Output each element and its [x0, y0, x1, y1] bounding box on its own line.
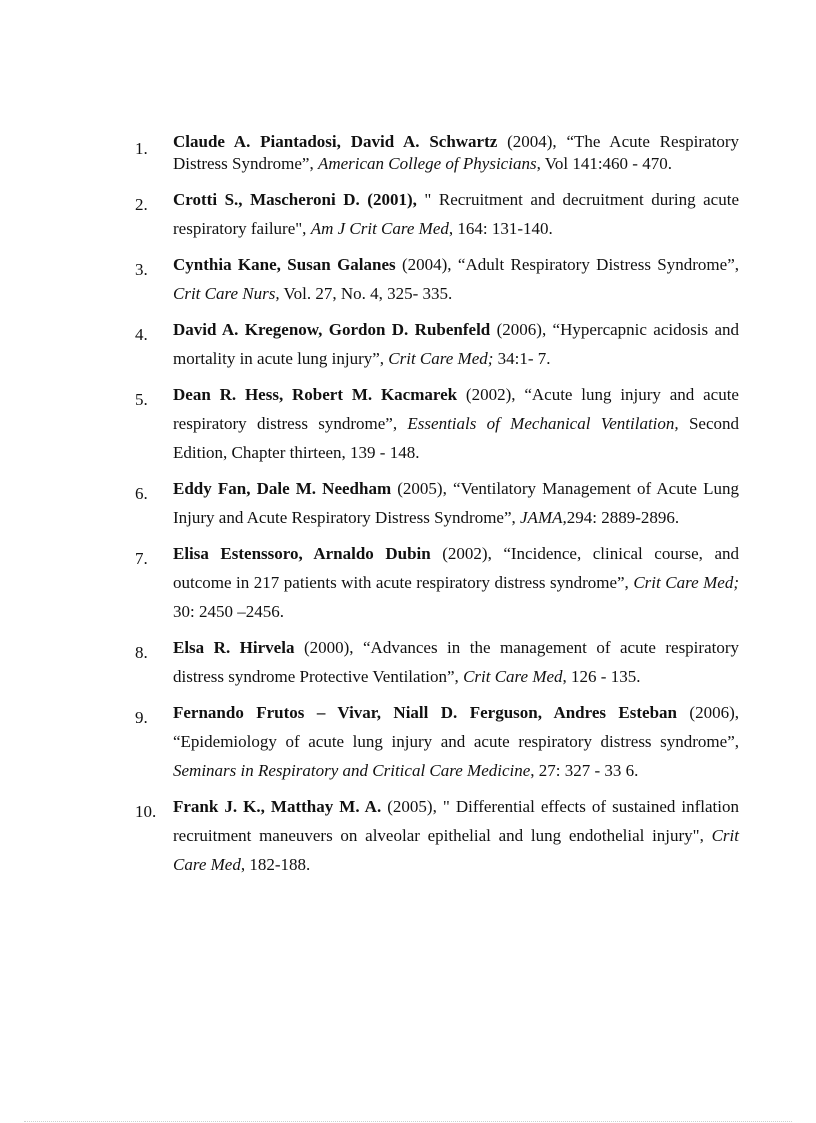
reference-details: , 27: 327 - 33 6.	[530, 761, 639, 780]
reference-journal: Crit Care Nurs,	[173, 284, 280, 303]
reference-title: (2002), “Acute lung injury and acute respiratory distress syndrome”,	[173, 385, 739, 433]
reference-details: , 126 - 135.	[562, 667, 641, 686]
reference-details: , Vol 141:460 - 470.	[536, 154, 672, 173]
reference-item-10	[135, 792, 739, 879]
reference-authors: Crotti S., Mascheroni D. (2001),	[173, 190, 417, 209]
reference-item-9	[135, 698, 739, 785]
reference-authors: Frank J. K., Matthay M. A.	[173, 797, 382, 816]
reference-details: , 164: 131-140.	[448, 219, 553, 238]
reference-details: 34:1- 7.	[493, 349, 551, 368]
reference-item-2	[135, 185, 739, 243]
reference-title: (2005), “Ventilatory Management of Acute Lung Injury and Acute Respiratory Distress Syndrome”,	[173, 479, 739, 527]
reference-item-8	[135, 633, 739, 691]
reference-number: 6.	[135, 484, 148, 503]
reference-number: 2.	[135, 195, 148, 214]
reference-details: Second Edition, Chapter thirteen, 139 - 148.	[173, 414, 740, 462]
reference-authors: Eddy Fan, Dale M. Needham	[173, 479, 392, 498]
reference-details: 294: 2889-2896.	[566, 508, 680, 527]
reference-number: 10.	[135, 802, 157, 821]
reference-authors: Dean R. Hess, Robert M. Kacmarek	[173, 385, 458, 404]
reference-item-7	[135, 539, 739, 626]
reference-item-1	[135, 131, 739, 175]
reference-details: 30: 2450 –2456.	[173, 602, 284, 621]
reference-number: 3.	[135, 260, 148, 279]
reference-journal: American College of Physicians	[317, 154, 537, 173]
reference-details: , 182-188.	[240, 855, 311, 874]
reference-title: (2002), “Incidence, clinical course, and outcome in 217 patients with acute respiratory distress syndrome”,	[173, 544, 739, 592]
reference-authors: Fernando Frutos – Vivar, Niall D. Ferguson, Andres Esteban	[173, 703, 678, 722]
reference-journal: Essentials of Mechanical Ventilation,	[407, 414, 679, 433]
reference-journal: Am J Crit Care Med	[310, 219, 449, 238]
reference-journal: JAMA,	[520, 508, 567, 527]
reference-number: 1.	[135, 139, 148, 158]
reference-journal: Seminars in Respiratory and Critical Care Medicine	[173, 761, 531, 780]
reference-title: (2000), “Advances in the management of acute respiratory distress syndrome Protective Ventilation”,	[173, 638, 739, 686]
reference-journal: Crit Care Med	[173, 826, 739, 874]
reference-title: " Recruitment and decruitment during acute respiratory failure",	[173, 190, 739, 238]
reference-title: (2005), " Differential effects of sustained inflation recruitment maneuvers on alveolar epithelial and lung endothelial injury",	[173, 797, 739, 845]
reference-item-4	[135, 315, 739, 373]
reference-authors: Claude A. Piantadosi, David A. Schwartz	[173, 132, 498, 151]
page-bottom-divider	[24, 1121, 792, 1122]
reference-number: 4.	[135, 325, 148, 344]
reference-number: 9.	[135, 708, 148, 727]
reference-journal: Crit Care Med;	[388, 349, 494, 368]
reference-authors: Cynthia Kane, Susan Galanes	[173, 255, 396, 274]
reference-details: Vol. 27, No. 4, 325- 335.	[279, 284, 453, 303]
reference-list	[135, 131, 739, 886]
reference-item-5	[135, 380, 739, 467]
reference-item-6	[135, 474, 739, 532]
reference-number: 7.	[135, 549, 148, 568]
reference-authors: David A. Kregenow, Gordon D. Rubenfeld	[173, 320, 491, 339]
reference-authors: Elisa Estenssoro, Arnaldo Dubin	[173, 544, 431, 563]
reference-title: (2006), “Epidemiology of acute lung injury and acute respiratory distress syndrome”,	[173, 703, 739, 751]
reference-number: 5.	[135, 390, 148, 409]
reference-title: (2004), “The Acute Respiratory Distress Syndrome”,	[173, 132, 740, 173]
reference-item-3	[135, 250, 739, 308]
reference-number: 8.	[135, 643, 148, 662]
reference-journal: Crit Care Med;	[633, 573, 739, 592]
reference-authors: Elsa R. Hirvela	[173, 638, 295, 657]
reference-title: (2006), “Hypercapnic acidosis and mortality in acute lung injury”,	[173, 320, 739, 368]
reference-journal: Crit Care Med	[463, 667, 563, 686]
reference-title: (2004), “Adult Respiratory Distress Syndrome”,	[395, 255, 739, 274]
